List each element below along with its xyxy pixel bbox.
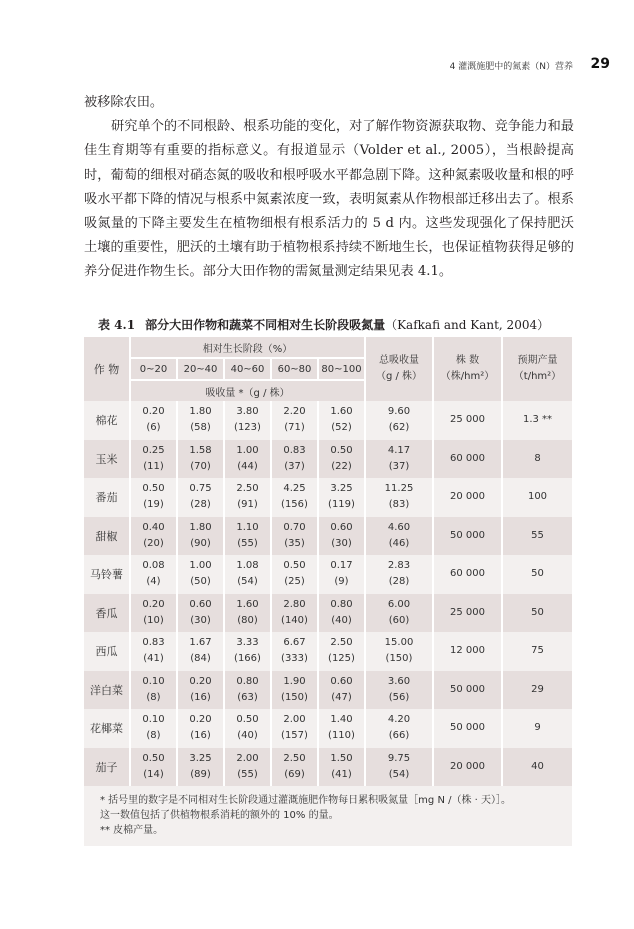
uptake-value: 3.25 <box>330 483 353 495</box>
header-stage: 相对生长阶段（%） <box>130 337 365 358</box>
daily-uptake-value: (90) <box>190 537 211 549</box>
crop-name: 马铃薯 <box>84 555 130 594</box>
daily-uptake-value: (6) <box>146 422 161 434</box>
daily-uptake-value: (37) <box>284 460 305 472</box>
page-number: 29 <box>590 56 610 72</box>
table-footnotes <box>84 786 572 846</box>
total-uptake-cell <box>365 555 433 594</box>
total-uptake-value: 15.00 <box>384 637 414 649</box>
table-body <box>84 401 572 786</box>
expected-yield: 9 <box>502 709 572 748</box>
body-text <box>84 91 574 285</box>
daily-uptake-value: (71) <box>284 422 305 434</box>
stage-value-cell <box>177 517 224 556</box>
daily-uptake-value: (47) <box>331 691 352 703</box>
daily-uptake-value: (25) <box>284 576 305 588</box>
total-daily-value: (60) <box>388 614 410 626</box>
table-row <box>84 555 572 594</box>
uptake-value: 0.83 <box>283 444 306 456</box>
total-uptake-cell <box>365 594 433 633</box>
daily-uptake-value: (8) <box>146 691 161 703</box>
stage-value-cell <box>318 440 365 479</box>
daily-uptake-value: (150) <box>281 691 308 703</box>
daily-uptake-value: (16) <box>190 730 211 742</box>
stage-value-cell <box>318 517 365 556</box>
stage-value-cell <box>271 478 318 517</box>
stage-value-cell <box>224 632 271 671</box>
stage-value-cell <box>177 632 224 671</box>
daily-uptake-value: (19) <box>143 499 164 511</box>
uptake-value: 1.80 <box>189 521 212 533</box>
uptake-value: 6.67 <box>283 637 306 649</box>
uptake-value: 2.20 <box>283 406 306 418</box>
stage-value-cell <box>318 748 365 787</box>
crop-name: 甜椒 <box>84 517 130 556</box>
table-row <box>84 401 572 440</box>
daily-uptake-value: (54) <box>237 576 258 588</box>
daily-uptake-value: (14) <box>143 768 164 780</box>
uptake-value: 0.40 <box>142 521 165 533</box>
total-uptake-value: 3.60 <box>387 675 411 687</box>
daily-uptake-value: (11) <box>143 460 164 472</box>
expected-yield: 8 <box>502 440 572 479</box>
total-daily-value: (56) <box>388 691 410 703</box>
uptake-value: 1.60 <box>236 598 259 610</box>
plant-density: 25 000 <box>433 594 502 633</box>
uptake-value: 0.50 <box>142 483 165 495</box>
crop-name: 洋白菜 <box>84 671 130 710</box>
total-uptake-value: 11.25 <box>384 483 414 495</box>
header-yield <box>502 337 572 401</box>
table-row <box>84 440 572 479</box>
uptake-value: 2.50 <box>283 752 306 764</box>
daily-uptake-value: (91) <box>237 499 258 511</box>
stage-value-cell <box>130 748 177 787</box>
daily-uptake-value: (40) <box>331 614 352 626</box>
uptake-value: 0.50 <box>236 714 259 726</box>
total-uptake-cell <box>365 748 433 787</box>
stage-value-cell <box>177 478 224 517</box>
total-uptake-cell <box>365 401 433 440</box>
uptake-value: 0.10 <box>142 675 165 687</box>
uptake-value: 1.50 <box>330 752 353 764</box>
stage-value-cell <box>224 517 271 556</box>
uptake-value: 1.67 <box>189 637 212 649</box>
daily-uptake-value: (41) <box>331 768 352 780</box>
daily-uptake-value: (333) <box>281 653 308 665</box>
stage-value-cell <box>130 478 177 517</box>
table-title: 部分大田作物和蔬菜不同相对生长阶段吸氮量 <box>145 318 386 332</box>
paragraph: 研究单个的不同根龄、根系功能的变化，对了解作物资源获取物、竞争能力和最佳生育期等有重要的指标意义。有报道显示（Volder et al., 2005），当根龄提高时，葡萄的细根对硝态氮的吸收和根呼吸水平都急剧下降。这种氮素吸收量和根的呼吸水平都下降的情况与根系中氮素浓度一致，表明氮素从作物根部迁移出去了。根系吸氮量的下降主要发生在植物细根有根系活力的 5 d 内。这些发现强化了保持肥沃土壤的重要性，肥沃的土壤有助于植物根系持续不断地生长，也保证植物获得足够的养分促进作物生长。部分大田作物的需氮量测定结果见表 4.1。 <box>84 119 574 280</box>
uptake-value: 1.60 <box>330 406 353 418</box>
plant-density: 50 000 <box>433 517 502 556</box>
uptake-value: 1.80 <box>189 406 212 418</box>
table-row <box>84 517 572 556</box>
daily-uptake-value: (55) <box>237 768 258 780</box>
uptake-value: 0.80 <box>236 675 259 687</box>
daily-uptake-value: (157) <box>281 730 308 742</box>
uptake-value: 1.00 <box>236 444 259 456</box>
stage-value-cell <box>224 709 271 748</box>
total-daily-value: (66) <box>388 730 410 742</box>
uptake-value: 1.90 <box>283 675 306 687</box>
header-stage-0-20: 0~20 <box>130 358 177 380</box>
uptake-value: 1.00 <box>189 560 212 572</box>
daily-uptake-value: (125) <box>328 653 355 665</box>
daily-uptake-value: (44) <box>237 460 258 472</box>
stage-value-cell <box>177 671 224 710</box>
uptake-value: 0.20 <box>142 598 165 610</box>
uptake-value: 0.20 <box>142 406 165 418</box>
total-uptake-cell <box>365 517 433 556</box>
total-uptake-value: 6.00 <box>387 598 411 610</box>
total-daily-value: (83) <box>388 499 410 511</box>
daily-uptake-value: (119) <box>328 499 355 511</box>
daily-uptake-value: (4) <box>146 576 161 588</box>
uptake-value: 3.33 <box>236 637 259 649</box>
uptake-value: 0.50 <box>283 560 306 572</box>
stage-value-cell <box>224 440 271 479</box>
expected-yield: 100 <box>502 478 572 517</box>
total-daily-value: (54) <box>388 768 410 780</box>
daily-uptake-value: (9) <box>334 576 349 588</box>
stage-value-cell <box>271 594 318 633</box>
table-row <box>84 478 572 517</box>
daily-uptake-value: (110) <box>328 730 355 742</box>
uptake-value: 0.50 <box>330 444 353 456</box>
daily-uptake-value: (55) <box>237 537 258 549</box>
header-total-line2: （g / 株） <box>375 371 423 382</box>
table-row <box>84 594 572 633</box>
header-yield-line1: 预期产量 <box>517 355 558 366</box>
stage-value-cell <box>130 555 177 594</box>
table-row <box>84 632 572 671</box>
uptake-value: 0.25 <box>142 444 165 456</box>
header-plants <box>433 337 502 401</box>
daily-uptake-value: (16) <box>190 691 211 703</box>
expected-yield: 40 <box>502 748 572 787</box>
crop-name: 香瓜 <box>84 594 130 633</box>
crop-name: 番茄 <box>84 478 130 517</box>
table-citation: （Kafkafi and Kant, 2004） <box>385 318 550 332</box>
stage-value-cell <box>271 709 318 748</box>
stage-value-cell <box>271 671 318 710</box>
stage-value-cell <box>318 594 365 633</box>
uptake-value: 1.08 <box>236 560 259 572</box>
total-uptake-cell <box>365 671 433 710</box>
uptake-value: 0.70 <box>283 521 306 533</box>
total-uptake-value: 9.60 <box>387 406 411 418</box>
uptake-value: 0.75 <box>189 483 212 495</box>
uptake-value: 2.80 <box>283 598 306 610</box>
daily-uptake-value: (123) <box>234 422 261 434</box>
stage-value-cell <box>271 748 318 787</box>
stage-value-cell <box>318 709 365 748</box>
daily-uptake-value: (84) <box>190 653 211 665</box>
header-yield-line2: （t/hm²） <box>513 371 562 382</box>
total-uptake-cell <box>365 440 433 479</box>
stage-value-cell <box>130 594 177 633</box>
total-uptake-cell <box>365 709 433 748</box>
stage-value-cell <box>318 401 365 440</box>
stage-value-cell <box>177 594 224 633</box>
daily-uptake-value: (20) <box>143 537 164 549</box>
stage-value-cell <box>318 671 365 710</box>
stage-value-cell <box>224 671 271 710</box>
paragraph: 被移除农田。 <box>84 95 164 110</box>
plant-density: 20 000 <box>433 748 502 787</box>
daily-uptake-value: (30) <box>190 614 211 626</box>
stage-value-cell <box>318 555 365 594</box>
header-total <box>365 337 433 401</box>
stage-value-cell <box>130 709 177 748</box>
uptake-value: 0.08 <box>142 560 165 572</box>
footnote-line: 这一数值包括了供植物根系消耗的额外的 10% 的量。 <box>100 810 339 821</box>
stage-value-cell <box>271 632 318 671</box>
stage-value-cell <box>224 478 271 517</box>
stage-value-cell <box>318 478 365 517</box>
table-label: 表 4.1 <box>98 318 136 332</box>
daily-uptake-value: (41) <box>143 653 164 665</box>
uptake-value: 2.00 <box>283 714 306 726</box>
uptake-value: 3.80 <box>236 406 259 418</box>
uptake-value: 2.50 <box>236 483 259 495</box>
daily-uptake-value: (22) <box>331 460 352 472</box>
stage-value-cell <box>271 440 318 479</box>
uptake-value: 0.80 <box>330 598 353 610</box>
table-row <box>84 671 572 710</box>
uptake-value: 0.60 <box>330 675 353 687</box>
table-row <box>84 748 572 787</box>
stage-value-cell <box>130 440 177 479</box>
header-plants-line1: 株 数 <box>455 355 480 366</box>
header-total-line1: 总吸收量 <box>379 355 419 366</box>
plant-density: 25 000 <box>433 401 502 440</box>
daily-uptake-value: (8) <box>146 730 161 742</box>
stage-value-cell <box>224 555 271 594</box>
expected-yield: 75 <box>502 632 572 671</box>
crop-name: 棉花 <box>84 401 130 440</box>
total-daily-value: (37) <box>388 460 410 472</box>
uptake-value: 0.60 <box>189 598 212 610</box>
stage-value-cell <box>318 632 365 671</box>
uptake-value: 4.25 <box>283 483 306 495</box>
running-header <box>0 56 634 76</box>
uptake-value: 0.50 <box>142 752 165 764</box>
stage-value-cell <box>130 517 177 556</box>
daily-uptake-value: (63) <box>237 691 258 703</box>
footnote-line: ** 皮棉产量。 <box>100 825 164 836</box>
stage-value-cell <box>177 555 224 594</box>
stage-value-cell <box>130 401 177 440</box>
header-crop: 作 物 <box>84 337 130 401</box>
daily-uptake-value: (58) <box>190 422 211 434</box>
header-stage-60-80: 60~80 <box>271 358 318 380</box>
expected-yield: 29 <box>502 671 572 710</box>
plant-density: 12 000 <box>433 632 502 671</box>
total-uptake-value: 9.75 <box>387 752 411 764</box>
uptake-value: 0.20 <box>189 675 212 687</box>
header-stage-40-60: 40~60 <box>224 358 271 380</box>
uptake-value: 1.40 <box>330 714 353 726</box>
total-daily-value: (62) <box>388 422 410 434</box>
total-uptake-value: 4.17 <box>387 444 411 456</box>
total-uptake-cell <box>365 632 433 671</box>
stage-value-cell <box>177 440 224 479</box>
daily-uptake-value: (70) <box>190 460 211 472</box>
plant-density: 60 000 <box>433 555 502 594</box>
stage-value-cell <box>130 632 177 671</box>
uptake-value: 0.60 <box>330 521 353 533</box>
daily-uptake-value: (10) <box>143 614 164 626</box>
total-uptake-value: 4.20 <box>387 714 411 726</box>
running-title: 4 灌溉施肥中的氮素（N）营养 <box>449 62 573 72</box>
stage-value-cell <box>177 401 224 440</box>
uptake-value: 0.20 <box>189 714 212 726</box>
daily-uptake-value: (156) <box>281 499 308 511</box>
expected-yield: 1.3 ** <box>502 401 572 440</box>
total-uptake-value: 4.60 <box>387 521 411 533</box>
expected-yield: 55 <box>502 517 572 556</box>
table-caption <box>98 316 549 333</box>
stage-value-cell <box>130 671 177 710</box>
total-daily-value: (150) <box>385 653 413 665</box>
daily-uptake-value: (89) <box>190 768 211 780</box>
table-row <box>84 709 572 748</box>
stage-value-cell <box>271 517 318 556</box>
daily-uptake-value: (50) <box>190 576 211 588</box>
stage-value-cell <box>271 555 318 594</box>
crop-name: 西瓜 <box>84 632 130 671</box>
total-uptake-value: 2.83 <box>387 560 411 572</box>
daily-uptake-value: (30) <box>331 537 352 549</box>
uptake-value: 0.83 <box>142 637 165 649</box>
header-plants-line2: （株/hm²） <box>440 371 495 382</box>
nitrogen-uptake-table <box>84 337 572 846</box>
plant-density: 50 000 <box>433 709 502 748</box>
uptake-value: 0.17 <box>330 560 353 572</box>
uptake-value: 3.25 <box>189 752 212 764</box>
stage-value-cell <box>224 401 271 440</box>
stage-value-cell <box>224 748 271 787</box>
stage-value-cell <box>177 709 224 748</box>
plant-density: 60 000 <box>433 440 502 479</box>
expected-yield: 50 <box>502 555 572 594</box>
daily-uptake-value: (35) <box>284 537 305 549</box>
daily-uptake-value: (166) <box>234 653 261 665</box>
daily-uptake-value: (52) <box>331 422 352 434</box>
stage-value-cell <box>177 748 224 787</box>
stage-value-cell <box>271 401 318 440</box>
total-uptake-cell <box>365 478 433 517</box>
total-daily-value: (28) <box>388 576 410 588</box>
header-stage-20-40: 20~40 <box>177 358 224 380</box>
stage-value-cell <box>224 594 271 633</box>
daily-uptake-value: (69) <box>284 768 305 780</box>
uptake-value: 1.58 <box>189 444 212 456</box>
daily-uptake-value: (28) <box>190 499 211 511</box>
crop-name: 茄子 <box>84 748 130 787</box>
header-stage-80-100: 80~100 <box>318 358 365 380</box>
header-uptake: 吸收量 *（g / 株） <box>130 380 365 401</box>
uptake-value: 0.10 <box>142 714 165 726</box>
daily-uptake-value: (80) <box>237 614 258 626</box>
uptake-value: 1.10 <box>236 521 259 533</box>
uptake-value: 2.00 <box>236 752 259 764</box>
daily-uptake-value: (140) <box>281 614 308 626</box>
crop-name: 玉米 <box>84 440 130 479</box>
footnote-line: * 括号里的数字是不同相对生长阶段通过灌溉施肥作物每日累积吸氮量［mg N /（株 · 天）］。 <box>100 795 512 806</box>
plant-density: 20 000 <box>433 478 502 517</box>
daily-uptake-value: (40) <box>237 730 258 742</box>
total-daily-value: (46) <box>388 537 410 549</box>
crop-name: 花椰菜 <box>84 709 130 748</box>
expected-yield: 50 <box>502 594 572 633</box>
plant-density: 50 000 <box>433 671 502 710</box>
uptake-value: 2.50 <box>330 637 353 649</box>
